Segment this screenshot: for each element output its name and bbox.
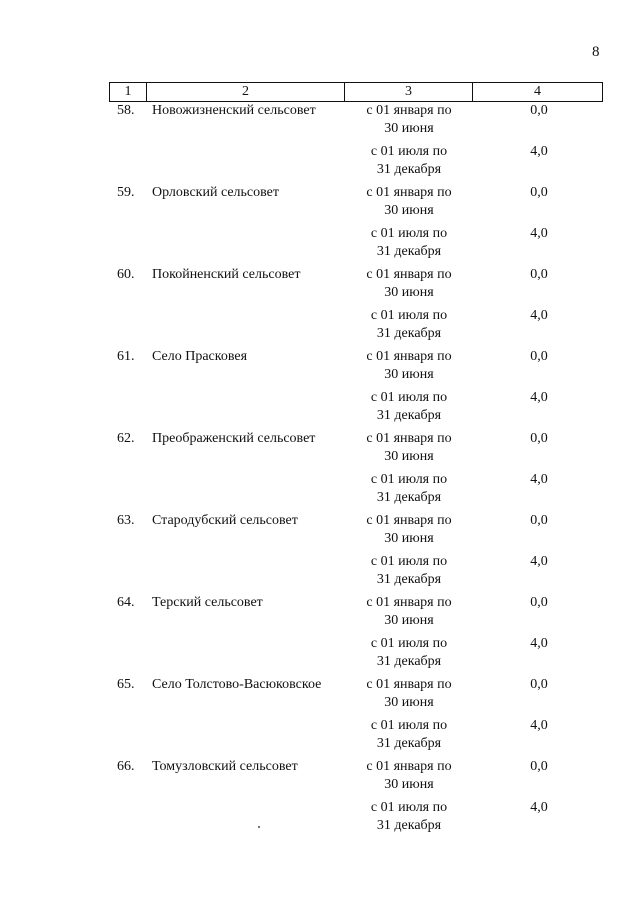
period-line: 30 июня [384, 203, 434, 218]
period-line: с 01 января по [366, 677, 452, 692]
value-second-half: 4,0 [530, 308, 548, 323]
period-line: 31 декабря [376, 244, 442, 259]
period-line: с 01 июля по [370, 554, 448, 569]
value-first-half: 0,0 [530, 185, 548, 200]
period-line: с 01 января по [366, 185, 452, 200]
period-line: с 01 июля по [370, 718, 448, 733]
table-row [0, 348, 640, 430]
period-line: 31 декабря [376, 818, 442, 833]
period-line: с 01 июля по [370, 636, 448, 651]
period-line: с 01 июля по [370, 144, 448, 159]
period-line: с 01 января по [366, 103, 452, 118]
period-line: с 01 июля по [370, 800, 448, 815]
period-first-half [346, 266, 472, 302]
period-line: 30 июня [384, 531, 434, 546]
value-first-half: 0,0 [530, 267, 548, 282]
period-second-half [346, 389, 472, 425]
header-col-1: 1 [110, 83, 147, 101]
municipality-name: Село Толстово-Васюковское [152, 677, 322, 692]
period-line: с 01 января по [366, 759, 452, 774]
period-first-half [346, 758, 472, 794]
value-first-half: 0,0 [530, 513, 548, 528]
period-first-half [346, 594, 472, 630]
value-second-half: 4,0 [530, 472, 548, 487]
period-first-half [346, 102, 472, 138]
table-header-row [109, 82, 603, 102]
period-second-half [346, 553, 472, 589]
value-first-half: 0,0 [530, 595, 548, 610]
period-line: с 01 июля по [370, 472, 448, 487]
header-col-3: 3 [345, 83, 473, 101]
period-second-half [346, 471, 472, 507]
period-first-half [346, 348, 472, 384]
period-line: с 01 января по [366, 349, 452, 364]
value-first-half: 0,0 [530, 349, 548, 364]
table-row [0, 676, 640, 758]
value-first-half: 0,0 [530, 103, 548, 118]
table-row [0, 430, 640, 512]
value-second-half: 4,0 [530, 390, 548, 405]
period-first-half [346, 430, 472, 466]
value-second-half: 4,0 [530, 800, 548, 815]
period-line: 31 декабря [376, 490, 442, 505]
period-line: 30 июня [384, 777, 434, 792]
municipality-name: Село Прасковея [152, 349, 248, 364]
table-row [0, 184, 640, 266]
period-second-half [346, 225, 472, 261]
value-first-half: 0,0 [530, 759, 548, 774]
municipality-name: Покойненский сельсовет [152, 267, 301, 282]
period-line: с 01 июля по [370, 308, 448, 323]
period-line: 30 июня [384, 285, 434, 300]
value-second-half: 4,0 [530, 636, 548, 651]
municipality-name: Томузловский сельсовет [152, 759, 298, 774]
period-first-half [346, 512, 472, 548]
period-line: 30 июня [384, 367, 434, 382]
period-second-half [346, 307, 472, 343]
row-number: 59. [117, 185, 135, 200]
table-row [0, 594, 640, 676]
municipality-name: Орловский сельсовет [152, 185, 279, 200]
row-number: 64. [117, 595, 135, 610]
period-line: 31 декабря [376, 408, 442, 423]
row-number: 62. [117, 431, 135, 446]
period-line: 30 июня [384, 449, 434, 464]
table-row [0, 102, 640, 184]
period-line: с 01 июля по [370, 390, 448, 405]
period-line: 31 декабря [376, 326, 442, 341]
row-number: 65. [117, 677, 135, 692]
table-row [0, 512, 640, 594]
value-first-half: 0,0 [530, 431, 548, 446]
period-second-half [346, 717, 472, 753]
header-col-4: 4 [534, 84, 541, 99]
header-col-2: 2 [147, 83, 345, 101]
municipality-name: Преображенский сельсовет [152, 431, 316, 446]
value-first-half: 0,0 [530, 677, 548, 692]
period-line: с 01 января по [366, 513, 452, 528]
row-number: 63. [117, 513, 135, 528]
period-first-half [346, 676, 472, 712]
period-line: 31 декабря [376, 736, 442, 751]
page-number: 8 [592, 44, 600, 60]
row-number: 66. [117, 759, 135, 774]
period-line: 31 декабря [376, 162, 442, 177]
period-line: 30 июня [384, 695, 434, 710]
period-line: 31 декабря [376, 572, 442, 587]
period-second-half [346, 143, 472, 179]
period-line: с 01 января по [366, 595, 452, 610]
period-first-half [346, 184, 472, 220]
table-body [0, 102, 640, 840]
period-second-half [346, 799, 472, 835]
period-line: с 01 января по [366, 431, 452, 446]
scan-speck [258, 826, 260, 828]
period-line: с 01 января по [366, 267, 452, 282]
period-line: 30 июня [384, 121, 434, 136]
period-line: 31 декабря [376, 654, 442, 669]
row-number: 61. [117, 349, 135, 364]
table-row [0, 758, 640, 840]
row-number: 60. [117, 267, 135, 282]
period-second-half [346, 635, 472, 671]
period-line: с 01 июля по [370, 226, 448, 241]
value-second-half: 4,0 [530, 144, 548, 159]
municipality-name: Терский сельсовет [152, 595, 263, 610]
table-row [0, 266, 640, 348]
municipality-name: Новожизненский сельсовет [152, 103, 316, 118]
period-line: 30 июня [384, 613, 434, 628]
row-number: 58. [117, 103, 135, 118]
municipality-name: Стародубский сельсовет [152, 513, 298, 528]
value-second-half: 4,0 [530, 718, 548, 733]
value-second-half: 4,0 [530, 226, 548, 241]
value-second-half: 4,0 [530, 554, 548, 569]
